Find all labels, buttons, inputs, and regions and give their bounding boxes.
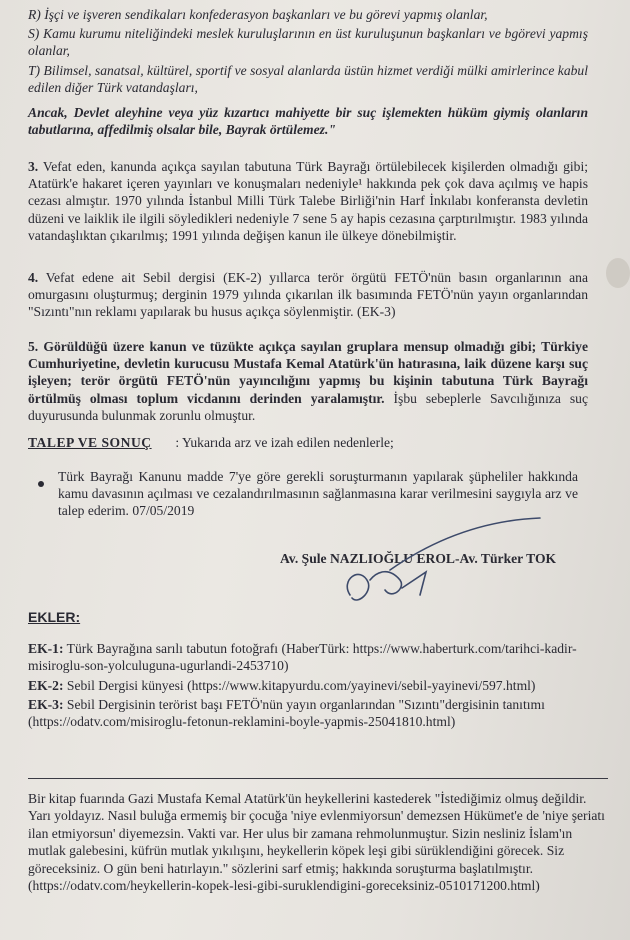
list-item-s: S) Kamu kurumu niteliğindeki meslek kuruluşlarının en üst kuruluşunun başkanları ve bgörevi yapmış olanlar,: [28, 26, 588, 59]
attachment-ek3: [28, 696, 603, 730]
attachment-ek2: [28, 677, 603, 694]
punch-hole: [606, 258, 630, 288]
signature-names: Av. Şule NAZLIOĞLU EROL-Av. Türker TOK: [280, 551, 557, 566]
list-item-r: R) İşçi ve işveren sendikaları konfederasyon başkanları ve bu görevi yapmış olanlar,: [28, 7, 488, 22]
attachment-ek3-label: EK-3:: [28, 697, 64, 712]
handwritten-signature: [330, 510, 570, 620]
attachment-ek1: [28, 640, 603, 674]
request-heading: TALEP VE SONUÇ: [28, 435, 152, 450]
bullet-dot: [38, 481, 44, 487]
request-heading-line: [28, 434, 588, 451]
section-4-text: Vefat edene ait Sebil dergisi (EK-2) yıllarca terör örgütü FETÖ'nün basın organlarının ana omurgasını oluşturmuş; derginin 1979 yılında çıkarılan ilk basımında FETÖ'nün yayın organlarından "Sızıntı"nın reklamı yapılarak bu husus açıkça söylenmiştir. (EK-3): [28, 270, 588, 320]
list-item-t: T) Bilimsel, sanatsal, kültürel, sportif ve sosyal alanlarda üstün hizmet verdiği mülki amirlerince kabul edilen diğer Türk vatandaşları,: [28, 63, 588, 96]
section-5-number: 5.: [28, 339, 39, 354]
section-5-plain-text: İşbu sebeplerle Savcılığınıza suç duyurusunda bulunmak zorunlu olmuştur.: [28, 390, 588, 423]
request-intro: : Yukarıda arz ve izah edilen nedenlerle;: [175, 435, 394, 450]
section-4: [28, 269, 588, 321]
footnote-separator: [28, 778, 608, 779]
section-3-number: 3.: [28, 159, 39, 174]
section-3: [28, 158, 588, 244]
attachment-ek1-text: Türk Bayrağına sarılı tabutun fotoğrafı (HaberTürk: https://www.haberturk.com/tarihci-kadir-misiroglu-son-yolculuguna-ugurlandi-2453710): [28, 641, 577, 674]
exception-clause: Ancak, Devlet aleyhine veya yüz kızartıcı mahiyette bir suç işlemekten hüküm giymiş olanların tabutlarına, affedilmiş olsalar bile, Bayrak örtülemez.": [28, 105, 588, 138]
request-bullet-text: Türk Bayrağı Kanunu madde 7'ye göre gerekli soruşturmanın yapılarak şüpheliler hakkında kamu davasının açılması ve cezalandırılmasının sağlanmasına karar verilmesini saygıyla arz ve talep ederim. 07/05/2019: [58, 469, 578, 519]
attachment-ek2-label: EK-2:: [28, 678, 64, 693]
section-3-text: Vefat eden, kanunda açıkça sayılan tabutuna Türk Bayrağı örtülebilecek kişilerden olmadığı gibi; Atatürk'e hakaret içeren yayınları ve konuşmaları nedeniyle¹ hakkında pek çok dava açılmış ve hapis cezası almıştır. 1970 yılında İstanbul Milli Türk Talebe Birliği'nin Harf İnkılabı konferansta devletin düzeni ve laiklik ile ilgili söyledikleri nedeniyle 7 sene 5 ay hapis cezasına çarptırılmıştır. 1983 yılında vatandaşlıktan çıkarılmış; 1991 yılında değişen kanun ile ülkeye dönebilmiştir.: [28, 159, 589, 243]
section-5-bold-text: Görüldüğü üzere kanun ve tüzükte açıkça sayılan gruplara mensup olmadığı gibi; Türkiye Cumhuriyetine, devletin kurucusu Mustafa Kemal Atatürk'ün hatırasına, laik düzene karşı suç işleyen; terör örgütü FETÖ'nün yayıncılığını yapmış bu kişinin tabutuna Türk Bayrağı örtülmüş olması toplum vicdanını derinden yaralamıştır.: [28, 339, 588, 406]
section-4-number: 4.: [28, 270, 39, 285]
footnote-text: Bir kitap fuarında Gazi Mustafa Kemal Atatürk'ün heykellerini kastederek "İstediğimiz olmuş değildir. Yarı yoldayız. Nasıl buluğa ermemiş bir çocuğa 'niye evlenmiyorsun' demezsen Hükümet'e de 'niye şeriatı ilan etmiyorsun' diyemezsin. Vakti var. Her ulus bir zamana rehmolunmuştur. Sizin nesliniz İslam'ın mutlak galebesini, küfrün mutlak yıkılışını, heykellerin köpek leşi gibi sürüklendiğini görecek. Siz göreceksiniz. O gün beni hatırlayın." sözlerini sarf etmiş; hakkında soruşturma başlatılmıştır. (https://odatv.com/heykellerin-kopek-lesi-gibi-suruklendigini-goreceksiniz-0510171200.html): [28, 791, 605, 894]
attachment-ek3-text: Sebil Dergisinin terörist başı FETÖ'nün yayın organlarından "Sızıntı"dergisinin tanıtımı (https://odatv.com/misiroglu-fetonun-reklamini-boyle-yapmis-25041810.html): [28, 697, 545, 730]
attachments-heading: EKLER:: [28, 609, 81, 625]
attachment-ek1-label: EK-1:: [28, 641, 64, 656]
section-5: [28, 338, 588, 424]
attachment-ek2-text: Sebil Dergisi künyesi (https://www.kitapyurdu.com/yayinevi/sebil-yayinevi/597.html): [66, 678, 536, 693]
